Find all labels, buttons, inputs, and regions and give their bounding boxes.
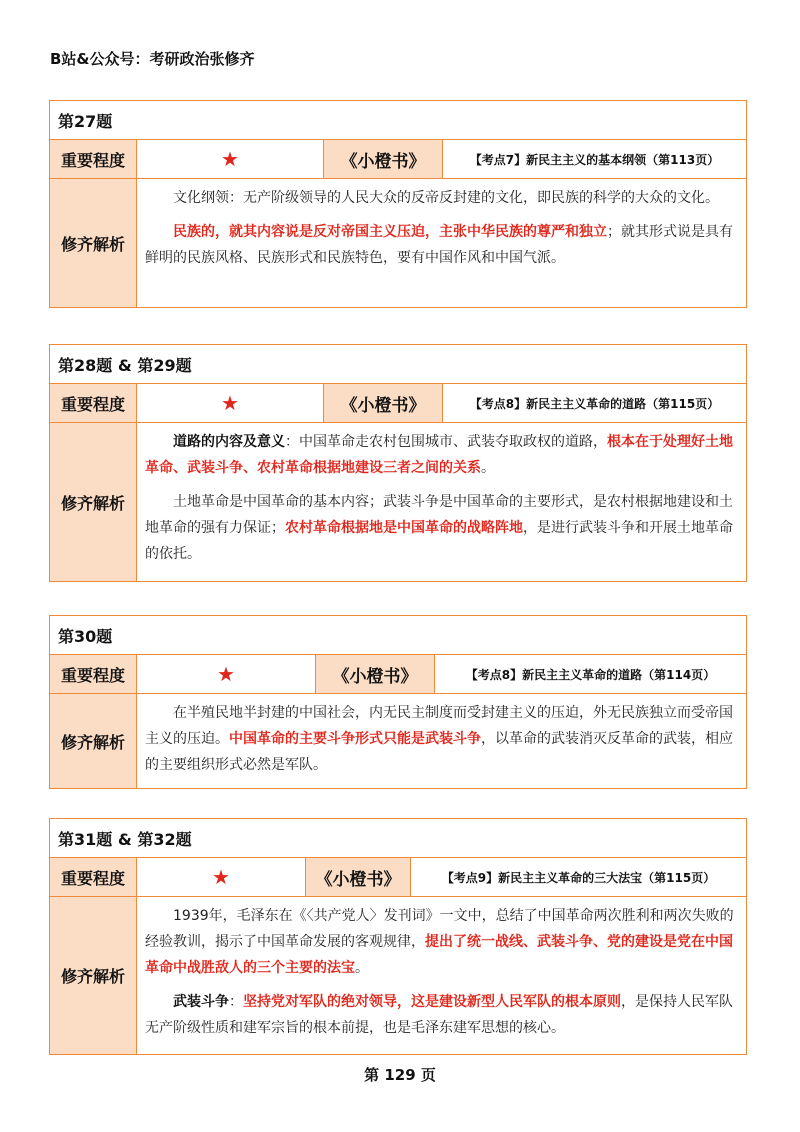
reference: 【考点8】新民主主义革命的道路（第114页） (465, 667, 716, 682)
question-card-27 (49, 100, 747, 308)
importance-row (50, 140, 746, 179)
paragraph (145, 429, 738, 481)
paragraph: 文化纲领：无产阶级领导的人民大众的反帝反封建的文化，即民族的科学的大众的文化。 (173, 190, 719, 206)
analysis-row (50, 423, 746, 581)
text: 1939年，毛泽东在《〈共产党人〉发刊词》一文中，总结了中国革命两次胜利和两次失败的经验教训，揭示了中国革命发展的客观规律， (145, 908, 734, 950)
importance-row (50, 384, 746, 423)
analysis-row (50, 179, 746, 307)
star-icon: ★ (137, 140, 324, 178)
question-card-28-29 (49, 344, 747, 582)
text: ： (229, 994, 243, 1010)
reference: 【考点7】新民主主义的基本纲领（第113页） (469, 152, 720, 167)
paragraph (145, 219, 738, 271)
star-icon: ★ (137, 655, 316, 693)
analysis-label: 修齐解析 (50, 179, 137, 307)
question-card-31-32 (49, 818, 747, 1055)
highlight: 农村革命根据地是中国革命的战略阵地 (285, 520, 523, 536)
page-number: 第 129 页 (364, 1066, 436, 1084)
book-label: 《小橙书》 (324, 384, 443, 422)
text: ，是进行武装斗争和开展土地革命的依托。 (145, 520, 733, 562)
text: ，以革命的武装消灭反革命的武装，相应的主要组织形式必然是军队。 (145, 731, 733, 773)
analysis-text (137, 423, 746, 581)
paragraph (145, 489, 738, 567)
card-title: 第31题 & 第32题 (50, 819, 746, 858)
text: ：中国革命走农村包围城市、武装夺取政权的道路， (285, 434, 607, 450)
text: 。 (355, 960, 369, 976)
card-title: 第27题 (50, 101, 746, 140)
text: 土地革命是中国革命的基本内容；武装斗争是中国革命的主要形式，是农村根据地建设和土地革命的强有力保证； (145, 494, 733, 536)
reference: 【考点9】新民主主义革命的三大法宝（第115页） (441, 870, 716, 885)
importance-label: 重要程度 (50, 655, 137, 693)
analysis-label: 修齐解析 (50, 423, 137, 581)
text: 。 (481, 460, 495, 476)
header-title: B站&公众号：考研政治张修齐 (50, 50, 255, 68)
text: ，是保持人民军队无产阶级性质和建军宗旨的根本前提，也是毛泽东建军思想的核心。 (145, 994, 733, 1036)
card-title: 第28题 & 第29题 (50, 345, 746, 384)
importance-row (50, 858, 746, 897)
reference: 【考点8】新民主主义革命的道路（第115页） (469, 396, 720, 411)
importance-label: 重要程度 (50, 140, 137, 178)
analysis-row (50, 694, 746, 788)
highlight: 坚持党对军队的绝对领导，这是建设新型人民军队的根本原则 (243, 994, 621, 1010)
book-label: 《小橙书》 (324, 140, 443, 178)
importance-label: 重要程度 (50, 384, 137, 422)
analysis-text (137, 694, 746, 788)
analysis-label: 修齐解析 (50, 897, 137, 1054)
card-title: 第30题 (50, 616, 746, 655)
bold-term: 武装斗争 (173, 994, 229, 1010)
analysis-text (137, 897, 746, 1054)
analysis-text (137, 179, 746, 307)
paragraph (145, 700, 738, 778)
analysis-label: 修齐解析 (50, 694, 137, 788)
book-label: 《小橙书》 (306, 858, 411, 896)
highlight: 民族的，就其内容说是反对帝国主义压迫，主张中华民族的尊严和独立 (173, 224, 607, 240)
star-icon: ★ (137, 384, 324, 422)
highlight: 中国革命的主要斗争形式只能是武装斗争 (229, 731, 481, 747)
star-icon: ★ (137, 858, 306, 896)
paragraph (145, 903, 738, 981)
text: ；就其形式说是具有鲜明的民族风格、民族形式和民族特色，要有中国作风和中国气派。 (145, 224, 733, 266)
question-card-30 (49, 615, 747, 789)
highlight: 根本在于处理好土地革命、武装斗争、农村革命根据地建设三者之间的关系 (145, 434, 733, 476)
bold-term: 道路的内容及意义 (173, 434, 285, 450)
importance-label: 重要程度 (50, 858, 137, 896)
paragraph (145, 989, 738, 1041)
importance-row (50, 655, 746, 694)
book-label: 《小橙书》 (316, 655, 435, 693)
text: 在半殖民地半封建的中国社会，内无民主制度而受封建主义的压迫，外无民族独立而受帝国主义的压迫。 (145, 705, 733, 747)
highlight: 提出了统一战线、武装斗争、党的建设是党在中国革命中战胜敌人的三个主要的法宝 (145, 934, 733, 976)
analysis-row (50, 897, 746, 1054)
